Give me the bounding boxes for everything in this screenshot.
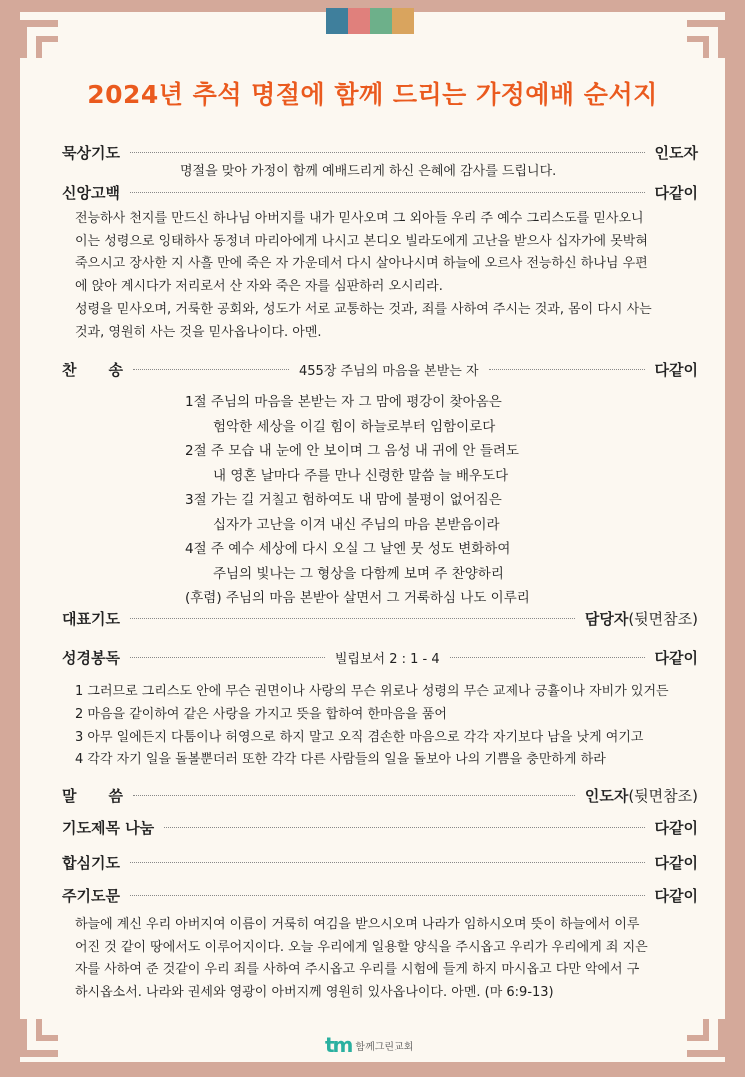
- lords-prayer-text: [75, 914, 715, 1005]
- order-leader: 다같이: [654, 853, 698, 872]
- creed-line: 죽으시고 장사한 지 사흘 만에 죽은 자 가운데서 다시 살아나시며 하늘에 오르사 전능하신 하나님 우편: [75, 256, 648, 272]
- corner-lattice-bottom-left: [0, 1019, 58, 1077]
- church-logo: [325, 1033, 413, 1057]
- dotted-leader: [489, 369, 645, 370]
- dotted-leader: [130, 895, 645, 896]
- creed-line: 이는 성령으로 잉태하사 동정녀 마리아에게 나시고 본디오 빌라도에게 고난을 받으사 십자가에 못박혀: [75, 233, 648, 249]
- hymn-line: (후렴) 주님의 마음 본받아 살면서 그 거룩하심 나도 이루리: [185, 590, 530, 606]
- order-label: 묵상기도: [62, 143, 120, 162]
- verse: 2 마음을 같이하여 같은 사랑을 가지고 뜻을 합하여 한마음을 품어: [75, 706, 447, 722]
- hymn-line: 내 영혼 날마다 주를 만나 신령한 말씀 늘 배우도다: [213, 467, 509, 484]
- order-label: 주기도문: [62, 886, 120, 905]
- order-row-scripture: [62, 645, 698, 669]
- hymn-lyrics: [185, 390, 530, 611]
- church-logo-mark: tm: [325, 1033, 352, 1057]
- hymn-line: 4절 주 예수 세상에 다시 오실 그 날엔 뭇 성도 변화하여: [185, 541, 511, 557]
- creed-line: 성령을 믿사오며, 거룩한 공회와, 성도가 서로 교통하는 것과, 죄를 사하여 주시는 것과, 몸이 다시 사는: [75, 301, 652, 317]
- scripture-reference: 빌립보서 2 : 1 - 4: [334, 651, 440, 667]
- lords-prayer-line: 하늘에 계신 우리 아버지여 이름이 거룩히 여김을 받으시오며 나라가 임하시오며 뜻이 하늘에서 이루: [75, 917, 640, 932]
- order-leader: 다같이: [654, 360, 698, 379]
- corner-lattice-top-right: [687, 0, 745, 58]
- swatch-pink: [348, 8, 370, 34]
- creed-line: 에 앉아 계시다가 저리로서 산 자와 죽은 자를 심판하러 오시리라.: [75, 279, 443, 295]
- verse: 1 그러므로 그리스도 안에 무슨 권면이나 사랑의 무슨 위로나 성령의 무슨 교제나 긍휼이나 자비가 있거든: [75, 684, 669, 699]
- corner-lattice-top-left: [0, 0, 58, 58]
- order-row-prayer-share: [62, 815, 698, 839]
- dotted-leader: [130, 862, 645, 863]
- swatch-blue: [326, 8, 348, 34]
- order-leader: 담당자(뒷면참조): [584, 609, 698, 628]
- swatch-gold: [392, 8, 414, 34]
- order-label: 성경봉독: [62, 648, 120, 667]
- order-row-sermon: [62, 783, 698, 807]
- hymn-title: 455장 주님의 마음을 본받는 자: [299, 363, 479, 379]
- hymn-line: 십자가 고난을 이겨 내신 주님의 마음 본받음이라: [213, 516, 500, 533]
- creed-text: [75, 208, 715, 344]
- silent-prayer-text: 명절을 맞아 가정이 함께 예배드리게 하신 은혜에 감사를 드립니다.: [180, 164, 557, 179]
- order-row-rep-prayer: [62, 606, 698, 630]
- order-label: 기도제목 나눔: [62, 818, 155, 837]
- order-row-creed: [62, 180, 698, 204]
- dotted-leader: [130, 152, 645, 153]
- page-title: 2024년 추석 명절에 함께 드리는 가정예배 순서지: [87, 80, 658, 109]
- verse: 4 각각 자기 일을 돌볼뿐더러 또한 각각 다른 사람들의 일을 돌보아 나의 기쁨을 충만하게 하라: [75, 752, 606, 768]
- lords-prayer-line: 하시옵소서. 나라와 권세와 영광이 아버지께 영원히 있사옵나이다. 아멘. (마 6:9-13): [75, 985, 554, 1001]
- lords-prayer-line: 어진 것 같이 땅에서도 이루어지이다. 오늘 우리에게 일용할 양식을 주시옵고 우리가 우리에게 죄 지은: [75, 939, 648, 955]
- hymn-line: 2절 주 모습 내 눈에 안 보이며 그 음성 내 귀에 안 들려도: [185, 443, 519, 459]
- order-row-unison-prayer: [62, 850, 698, 874]
- verse: 3 아무 일에든지 다툼이나 허영으로 하지 말고 오직 겸손한 마음으로 각각 자기보다 남을 낫게 여기고: [75, 729, 644, 745]
- color-swatch-strip: [326, 8, 414, 34]
- order-row-lords-prayer: [62, 883, 698, 907]
- dotted-leader: [133, 369, 289, 370]
- order-leader: 다같이: [654, 648, 699, 667]
- order-leader: 다같이: [654, 818, 698, 837]
- corner-lattice-bottom-right: [687, 1019, 745, 1077]
- dotted-leader: [450, 657, 645, 658]
- order-leader: 다같이: [654, 886, 698, 905]
- order-label: 찬 송: [62, 360, 123, 379]
- swatch-green: [370, 8, 392, 34]
- dotted-leader: [130, 192, 645, 193]
- order-leader: 인도자: [654, 143, 698, 162]
- order-leader: 다같이: [654, 183, 698, 202]
- hymn-line: 험악한 세상을 이길 힘이 하늘로부터 임함이로다: [213, 418, 496, 435]
- scripture-text: [75, 681, 669, 772]
- lords-prayer-line: 자를 사하여 준 것같이 우리 죄를 사하여 주시옵고 우리를 시험에 들게 하지 마시옵고 다만 악에서 구: [75, 962, 640, 978]
- dotted-leader: [133, 795, 575, 796]
- dotted-leader: [130, 618, 575, 619]
- dotted-leader: [164, 827, 644, 828]
- order-label: 신앙고백: [62, 183, 120, 202]
- order-leader: 인도자(뒷면참조): [584, 786, 698, 805]
- hymn-line: 주님의 빛나는 그 형상을 다함께 보며 주 찬양하리: [213, 565, 504, 582]
- order-label: 합심기도: [62, 853, 120, 872]
- order-label: 대표기도: [62, 609, 120, 628]
- creed-line: 것과, 영원히 사는 것을 믿사옵나이다. 아멘.: [75, 324, 322, 340]
- church-name: 함께그린교회: [355, 1041, 414, 1053]
- order-label: 말 씀: [62, 786, 123, 805]
- dotted-leader: [130, 657, 325, 658]
- order-row-hymn: [62, 357, 698, 381]
- hymn-line: 3절 가는 길 거칠고 험하여도 내 맘에 불평이 없어짐은: [185, 492, 502, 508]
- hymn-line: 1절 주님의 마음을 본받는 자 그 맘에 평강이 찾아옴은: [185, 394, 502, 410]
- creed-line: 전능하사 천지를 만드신 하나님 아버지를 내가 믿사오며 그 외아들 우리 주 예수 그리스도를 믿사오니: [75, 211, 644, 226]
